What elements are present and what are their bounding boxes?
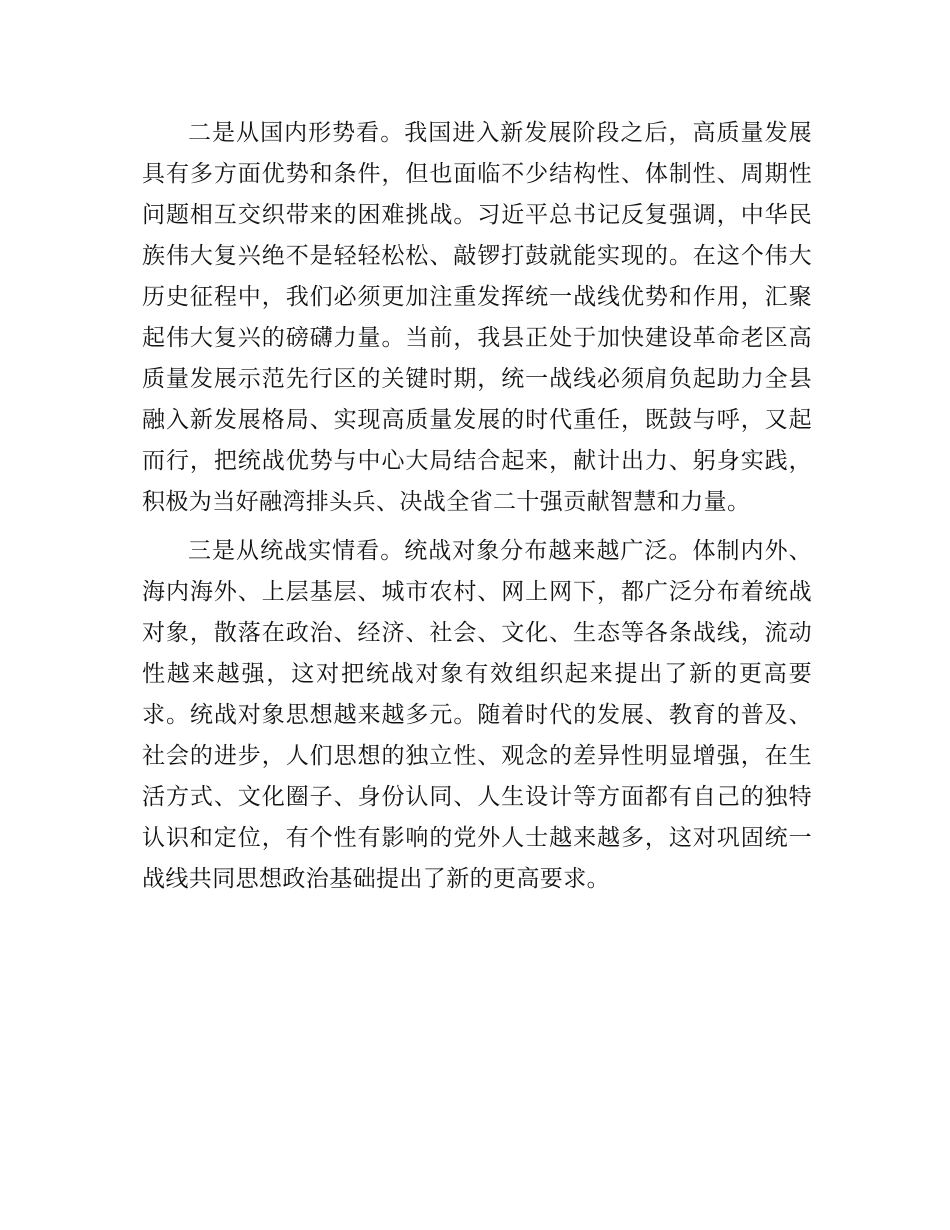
- document-body: [142, 113, 812, 900]
- paragraph-united-front-reality: 三是从统战实情看。统战对象分布越来越广泛。体制内外、海内海外、上层基层、城市农村、网上网下，都广泛分布着统战对象，散落在政治、经济、社会、文化、生态等各条战线，流动性越来越强，这对把统战对象有效组织起来提出了新的更高要求。统战对象思想越来越多元。随着时代的发展、教育的普及、社会的进步，人们思想的独立性、观念的差异性明显增强，在生活方式、文化圈子、身份认同、人生设计等方面都有自己的独特认识和定位，有个性有影响的党外人士越来越多，这对巩固统一战线共同思想政治基础提出了新的更高要求。: [142, 538, 812, 892]
- paragraph-domestic-situation: 二是从国内形势看。我国进入新发展阶段之后，高质量发展具有多方面优势和条件，但也面临不少结构性、体制性、周期性问题相互交织带来的困难挑战。习近平总书记反复强调，中华民族伟大复兴绝不是轻轻松松、敲锣打鼓就能实现的。在这个伟大历史征程中，我们必须更加注重发挥统一战线优势和作用，汇聚起伟大复兴的磅礴力量。当前，我县正处于加快建设革命老区高质量发展示范先行区的关键时期，统一战线必须肩负起助力全县融入新发展格局、实现高质量发展的时代重任，既鼓与呼，又起而行，把统战优势与中心大局结合起来，献计出力、躬身实践，积极为当好融湾排头兵、决战全省二十强贡献智慧和力量。: [142, 120, 812, 515]
